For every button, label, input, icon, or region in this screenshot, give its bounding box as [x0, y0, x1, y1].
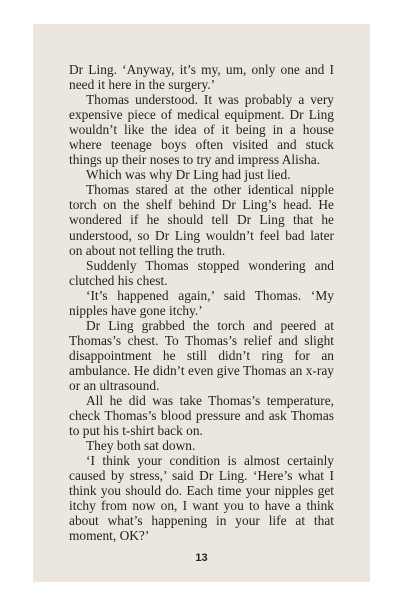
page-number: 13: [195, 552, 208, 564]
paragraph-7: Dr Ling grabbed the torch and peered at Thomas’s chest. To Thomas’s relief and slight disappointment he still didn’t ring for an ambulance. He didn’t even give Thomas an x-ray or an ultrasound.: [69, 317, 334, 393]
paragraph-8: All he did was take Thomas’s temperature, check Thomas’s blood pressure and ask Thomas to put his t-shirt back on.: [69, 393, 334, 439]
page-body-text: [69, 62, 334, 544]
paragraph-6: ‘It’s happened again,’ said Thomas. ‘My nipples have gone itchy.’: [69, 287, 334, 318]
book-page: [33, 24, 370, 582]
paragraph-5: Suddenly Thomas stopped wondering and clutched his chest.: [69, 257, 334, 288]
paragraph-2: Thomas understood. It was probably a very expensive piece of medical equipment. Dr Ling wouldn’t like the idea of it being in a house where teenage boys often visited and stuck things up their noses to try and impress Alisha.: [69, 92, 334, 168]
paragraph-1: Dr Ling. ‘Anyway, it’s my, um, only one and I need it here in the surgery.’: [69, 62, 334, 93]
paragraph-10: ‘I think your condition is almost certainly caused by stress,’ said Dr Ling. ‘Here’s what I think you should do. Each time your nipples get itchy from now on, I want you to have a think about what’s happening in your life at that moment, OK?’: [69, 453, 334, 544]
paragraph-9: They both sat down.: [86, 438, 196, 454]
paragraph-3: Which was why Dr Ling had just lied.: [86, 167, 291, 183]
paragraph-4: Thomas stared at the other identical nipple torch on the shelf behind Dr Ling’s head. He wondered if he should tell Dr Ling that he understood, so Dr Ling wouldn’t feel bad later on about not telling the truth.: [69, 182, 334, 258]
